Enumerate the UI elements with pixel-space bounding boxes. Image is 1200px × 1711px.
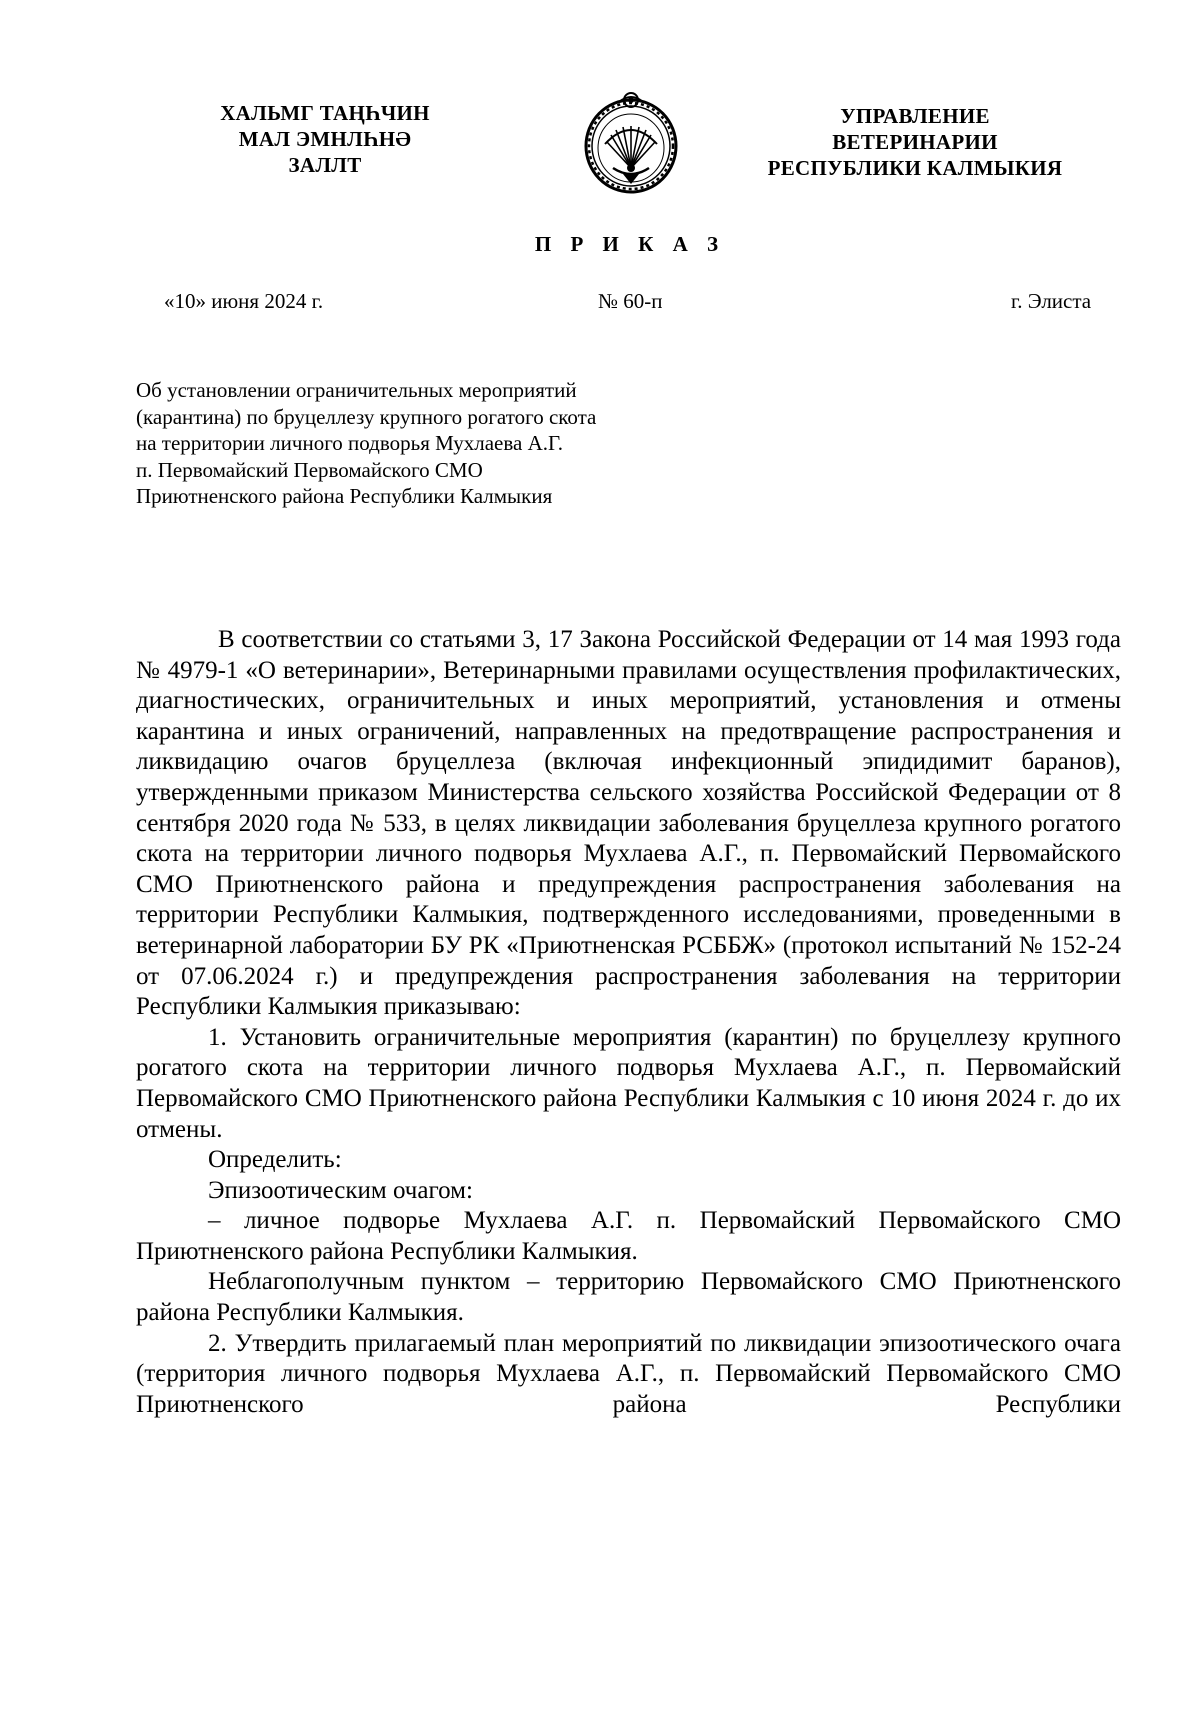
- subject-line: Приютненского района Республики Калмыкия: [136, 484, 553, 508]
- order-body: [136, 625, 1121, 1420]
- header-kalmyk-line-2: МАЛ ЭМНЛҺНӘ: [238, 127, 412, 151]
- header-kalmyk: [190, 100, 460, 178]
- order-number: № 60-п: [598, 289, 663, 313]
- subject-line: п. Первомайский Первомайского СМО: [136, 457, 483, 482]
- header-kalmyk-line-3: ЗАЛЛТ: [288, 153, 362, 177]
- focus-label-paragraph: Эпизоотическим очагом:: [208, 1176, 473, 1204]
- header-russian-line-3: РЕСПУБЛИКИ КАЛМЫКИЯ: [767, 156, 1063, 180]
- define-paragraph: Определить:: [208, 1146, 342, 1174]
- header-kalmyk-line-1: ХАЛЬМГ ТАҢҺЧИН: [220, 101, 430, 125]
- subject-line: Об установлении ограничительных мероприятий: [136, 378, 577, 402]
- item-2-paragraph: 2. Утвердить прилагаемый план мероприятий по ликвидации эпизоотического очага (территория личного подворья Мухлаева А.Г., п. Первомайский Первомайского СМО Приютненского района Республики: [136, 1329, 1121, 1418]
- unfavorable-point-paragraph: Неблагополучным пунктом – территорию Первомайского СМО Приютненского района Республики Калмыкия.: [136, 1268, 1121, 1327]
- subject-line: на территории личного подворья Мухлаева А.Г.: [136, 431, 564, 455]
- order-subject: [136, 377, 736, 510]
- header-russian-line-2: ВЕТЕРИНАРИИ: [832, 130, 998, 154]
- subject-line: (карантина) по бруцеллезу крупного рогатого скота: [136, 404, 597, 429]
- kalmykia-coat-of-arms-icon: [583, 88, 679, 194]
- header-russian-line-1: УПРАВЛЕНИЕ: [840, 104, 990, 128]
- preamble-paragraph: В соответствии со статьями 3, 17 Закона Российской Федерации от 14 мая 1993 года № 4979-1 «О ветеринарии», Ветеринарными правилами осуществления профилактических, диагностических, ограничительных и иных мероприятий, установления и отмены карантина и иных ограничений, направленных на предотвращение распространения и ликвидацию очагов бруцеллеза (включая инфекционный эпидидимит баранов), утвержденными приказом Министерства сельского хозяйства Российской Федерации от 8 сентября 2020 года № 533, в целях ликвидации заболевания бруцеллеза крупного рогатого скота на территории личного подворья Мухлаева А.Г., п. Первомайский Первомайского СМО Приютненского района и предупреждения распространения заболевания на территории Республики Калмыкия, подтвержденного исследованиями, проведенными в ветеринарной лаборатории БУ РК «Приютненская РСББЖ» (протокол испытаний № 152-24 от 07.06.2024 г.) и предупреждения распространения заболевания на территории Республики Калмыкия приказываю:: [136, 626, 1121, 1021]
- document-title: П Р И К А З: [534, 232, 726, 256]
- focus-value-paragraph: – личное подворье Мухлаева А.Г. п. Первомайский Первомайского СМО Приютненского района Республики Калмыкия.: [136, 1207, 1121, 1265]
- item-1-paragraph: 1. Установить ограничительные мероприятия (карантин) по бруцеллезу крупного рогатого скота на территории личного подворья Мухлаева А.Г., п. Первомайский Первомайского СМО Приютненского района Республики Калмыкия с 10 июня 2024 г. до их отмены.: [136, 1023, 1121, 1143]
- header-russian: [745, 103, 1085, 181]
- order-city: г. Элиста: [1011, 289, 1092, 313]
- order-date: «10» июня 2024 г.: [164, 289, 324, 313]
